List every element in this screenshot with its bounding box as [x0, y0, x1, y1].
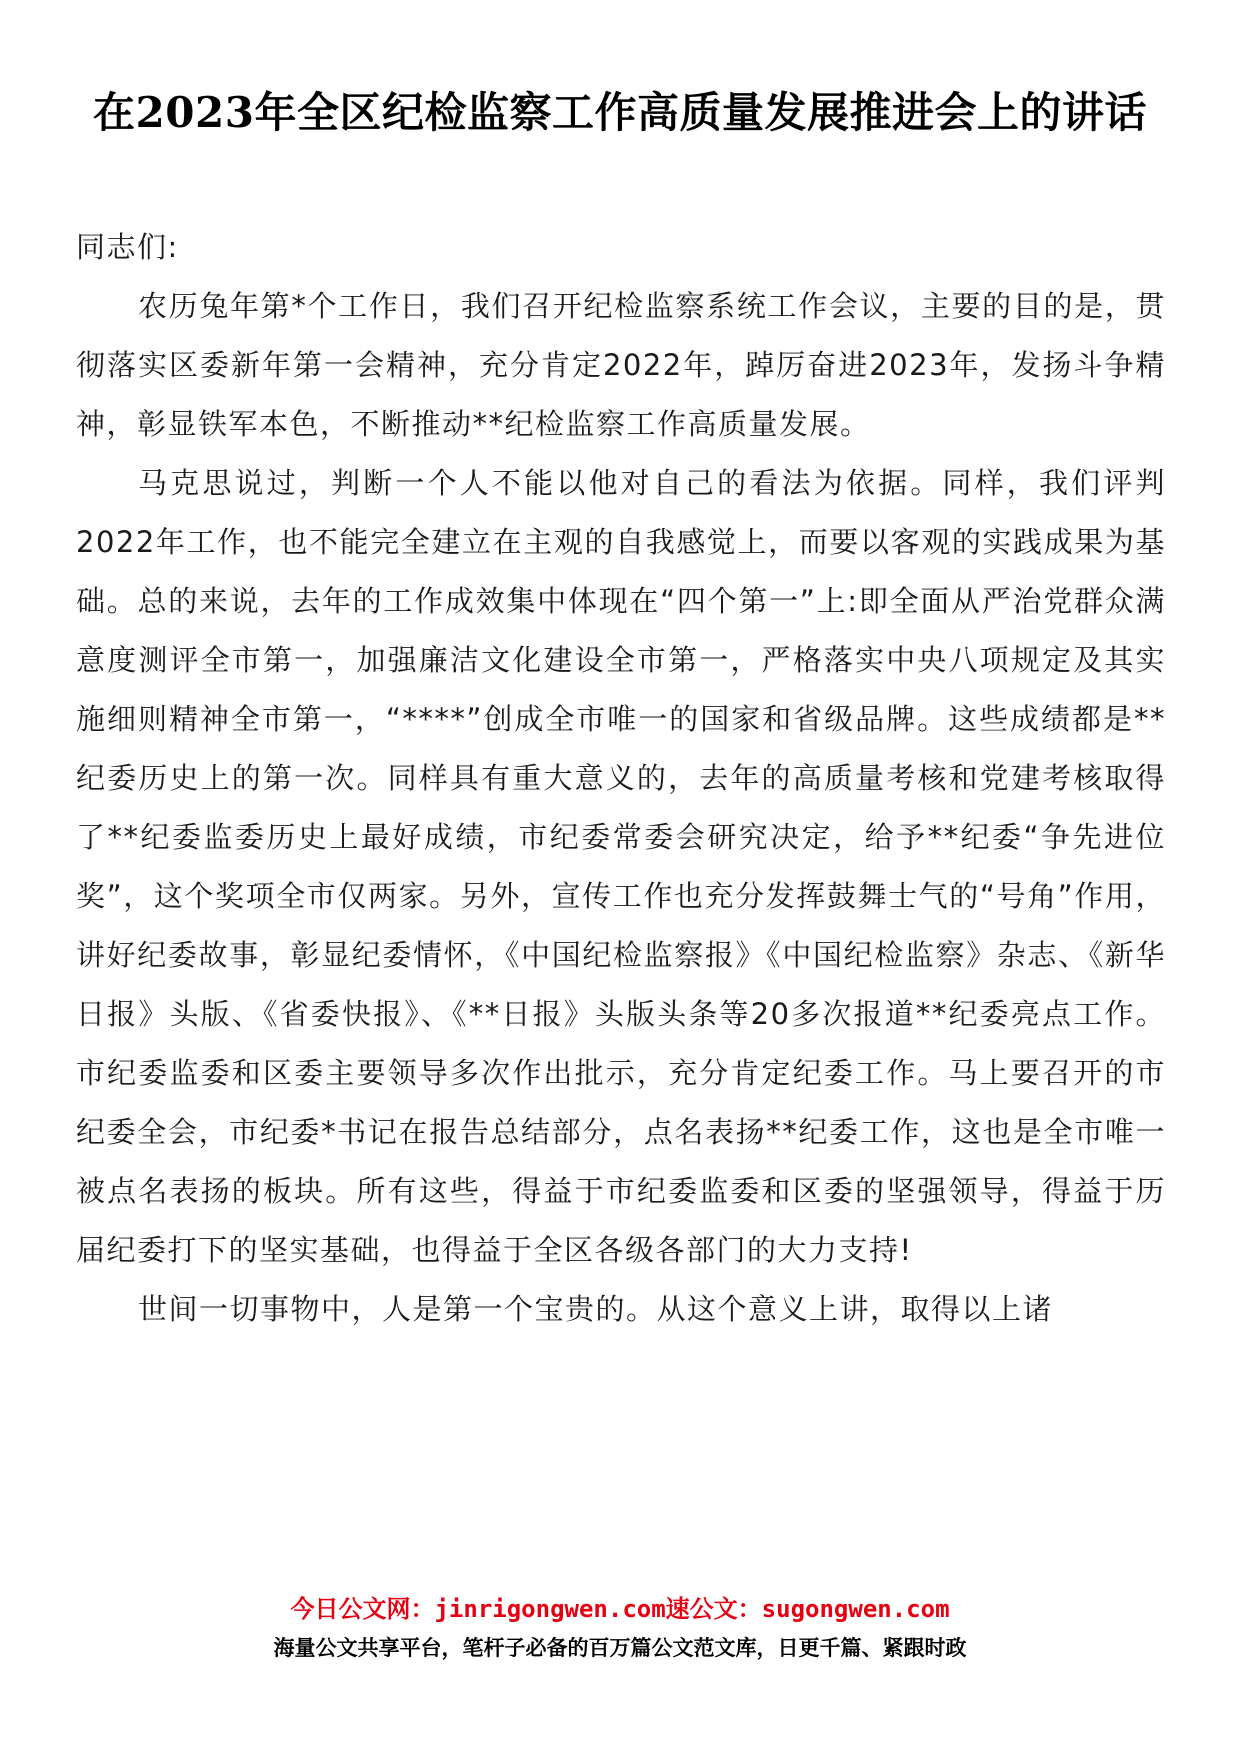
footer-tagline: 海量公文共享平台，笔杆子必备的百万篇公文范文库，日更千篇、紧跟时政: [273, 1636, 967, 1660]
document-title: 在2023年全区纪检监察工作高质量发展推进会上的讲话: [93, 88, 1147, 137]
footer-websites: [0, 1592, 1240, 1626]
document-body: [76, 218, 1166, 1339]
site2-link[interactable]: sugongwen.com: [761, 1595, 950, 1623]
salutation: 同志们:: [76, 230, 179, 264]
paragraph-2: 马克思说过，判断一个人不能以他对自己的看法为依据。同样，我们评判2022年工作，也不能完全建立在主观的自我感觉上，而要以客观的实践成果为基础。总的来说，去年的工作成效集中体现在“四个第一”上:即全面从严治党群众满意度测评全市第一，加强廉洁文化建设全市第一，严格落实中央八项规定及其实施细则精神全市第一，“****”创成全市唯一的国家和省级品牌。这些成绩都是**纪委历史上的第一次。同样具有重大意义的，去年的高质量考核和党建考核取得了**纪委监委历史上最好成绩，市纪委常委会研究决定，给予**纪委“争先进位奖”，这个奖项全市仅两家。另外，宣传工作也充分发挥鼓舞士气的“号角”作用，讲好纪委故事，彰显纪委情怀，《中国纪检监察报》《中国纪检监察》杂志、《新华日报》头版、《省委快报》、《**日报》头版头条等20多次报道**纪委亮点工作。市纪委监委和区委主要领导多次作出批示，充分肯定纪委工作。马上要召开的市纪委全会，市纪委*书记在报告总结部分，点名表扬**纪委工作，这也是全市唯一被点名表扬的板块。所有这些，得益于市纪委监委和区委的坚强领导，得益于历届纪委打下的坚实基础，也得益于全区各级各部门的大力支持!: [76, 466, 1166, 1267]
site1-name: 今日公文网：: [290, 1595, 435, 1623]
site1-link[interactable]: jinrigongwen.com: [434, 1595, 666, 1623]
paragraph-3: 世间一切事物中，人是第一个宝贵的。从这个意义上讲，取得以上诸: [138, 1292, 1054, 1326]
paragraph-1: 农历兔年第*个工作日，我们召开纪检监察系统工作会议，主要的目的是，贯彻落实区委新年第一会精神，充分肯定2022年，踔厉奋进2023年，发扬斗争精神，彰显铁军本色，不断推动**纪检监察工作高质量发展。: [76, 289, 1166, 441]
site2-name: 速公文：: [665, 1595, 762, 1623]
